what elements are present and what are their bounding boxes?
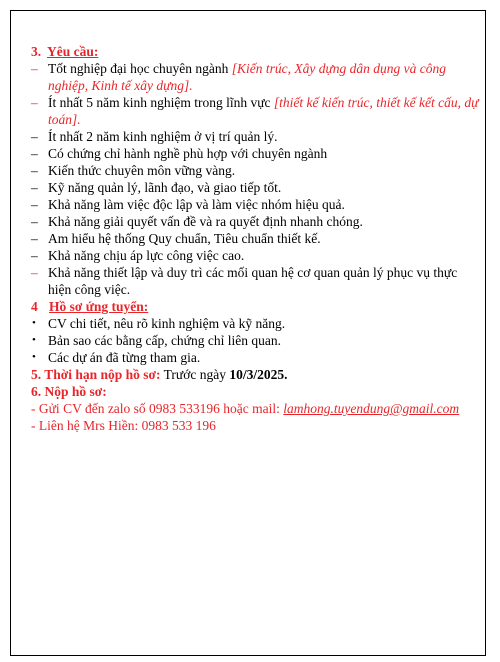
- bullet-marker: •: [32, 351, 36, 363]
- requirement-item: [31, 145, 486, 162]
- section-5-label: 5. Thời hạn nộp hồ sơ:: [31, 367, 161, 382]
- documents-list: [31, 315, 486, 366]
- requirement-text: [48, 162, 480, 179]
- requirement-text: [48, 179, 480, 196]
- requirement-main-text: Ít nhất 5 năm kinh nghiệm trong lĩnh vực: [48, 95, 274, 110]
- requirement-main-text: Kiến thức chuyên môn vững vàng.: [48, 163, 236, 178]
- requirement-text: [48, 196, 480, 213]
- document-text: Bản sao các bằng cấp, chứng chỉ liên quan.: [48, 333, 281, 348]
- section-4-heading: [31, 298, 486, 315]
- requirement-item: [31, 162, 486, 179]
- requirement-detail-text: [thiết kế kiến trúc, thiết kế kết cấu, dự toán].: [48, 95, 479, 127]
- requirement-item: [31, 196, 486, 213]
- requirement-main-text: Khả năng làm việc độc lập và làm việc nhóm hiệu quả.: [48, 197, 345, 212]
- dash-marker: –: [31, 146, 38, 161]
- requirement-text: [48, 247, 480, 264]
- document-item: [31, 332, 486, 349]
- section-6-line-1: [31, 400, 486, 417]
- dash-marker: –: [31, 180, 38, 195]
- section-3-number: 3.: [31, 44, 42, 59]
- dash-marker: –: [31, 163, 38, 178]
- requirement-item: [31, 264, 486, 298]
- document-body: [31, 43, 486, 434]
- requirement-main-text: Am hiểu hệ thống Quy chuẩn, Tiêu chuẩn thiết kế.: [48, 231, 321, 246]
- document-item: [31, 315, 486, 332]
- requirement-text: [48, 128, 480, 145]
- document-item: [31, 349, 486, 366]
- requirement-text: [48, 145, 480, 162]
- section-5-text: Trước ngày: [160, 367, 230, 382]
- requirement-item: [31, 128, 486, 145]
- section-6-label: 6. Nộp hồ sơ:: [31, 384, 107, 399]
- dash-marker: –: [31, 265, 38, 280]
- requirements-list: [31, 60, 486, 298]
- requirement-item: [31, 247, 486, 264]
- send-cv-text: - Gửi CV đến zalo số 0983 533196 hoặc mail:: [31, 401, 284, 416]
- requirement-text: [48, 264, 480, 298]
- dash-marker: –: [31, 197, 38, 212]
- requirement-main-text: Ít nhất 2 năm kinh nghiệm ở vị trí quản lý.: [48, 129, 278, 144]
- section-5: [31, 366, 486, 383]
- dash-marker: –: [31, 214, 38, 229]
- requirement-main-text: Có chứng chỉ hành nghề phù hợp với chuyên ngành: [48, 146, 328, 161]
- dash-marker: –: [31, 129, 38, 144]
- requirement-main-text: Khả năng chịu áp lực công việc cao.: [48, 248, 245, 263]
- requirement-main-text: Khả năng giải quyết vấn đề và ra quyết định nhanh chóng.: [48, 214, 363, 229]
- requirement-main-text: Kỹ năng quản lý, lãnh đạo, và giao tiếp tốt.: [48, 180, 282, 195]
- requirement-main-text: Khả năng thiết lập và duy trì các mối quan hệ cơ quan quản lý phục vụ thực hiện công việc.: [48, 265, 458, 297]
- section-5-date: 10/3/2025.: [229, 367, 288, 382]
- requirement-item: [31, 230, 486, 247]
- bullet-marker: •: [32, 317, 36, 329]
- requirement-detail-text: [Kiến trúc, Xây dựng dân dụng và công nghiệp, Kinh tế xây dựng].: [48, 61, 447, 93]
- dash-marker: –: [31, 231, 38, 246]
- section-3-title: Yêu cầu:: [47, 44, 99, 59]
- section-4-number: 4: [31, 299, 38, 314]
- requirement-main-text: Tốt nghiệp đại học chuyên ngành: [48, 61, 232, 76]
- requirement-item: [31, 60, 486, 94]
- section-6-line-2: - Liên hệ Mrs Hiền: 0983 533 196: [31, 418, 216, 433]
- requirement-text: [48, 230, 480, 247]
- document-text: CV chi tiết, nêu rõ kinh nghiệm và kỹ năng.: [48, 316, 286, 331]
- requirement-text: [48, 60, 480, 94]
- requirement-text: [48, 94, 480, 128]
- requirement-text: [48, 213, 480, 230]
- requirement-item: [31, 213, 486, 230]
- requirement-item: [31, 94, 486, 128]
- dash-marker: –: [31, 248, 38, 263]
- dash-marker: –: [31, 61, 38, 76]
- section-3-heading: [31, 43, 486, 60]
- requirement-item: [31, 179, 486, 196]
- bullet-marker: •: [32, 334, 36, 346]
- dash-marker: –: [31, 95, 38, 110]
- document-text: Các dự án đã từng tham gia.: [48, 350, 201, 365]
- section-4-title: Hồ sơ ứng tuyển:: [49, 299, 149, 314]
- email-link[interactable]: lamhong.tuyendung@gmail.com: [283, 401, 460, 416]
